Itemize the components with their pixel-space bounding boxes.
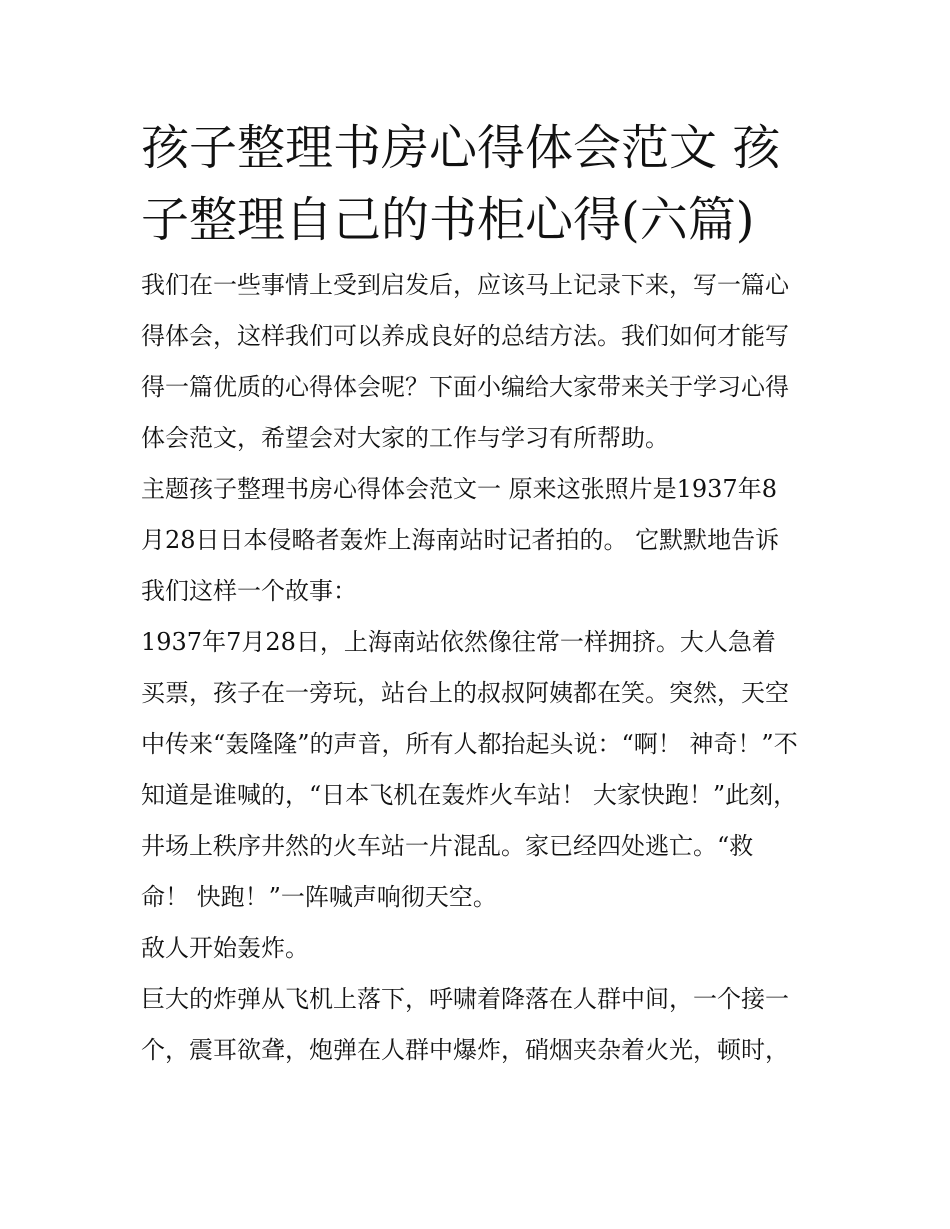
paragraph-story (141, 617, 813, 923)
text-line: 中传来“轰隆隆”的声音，所有人都抬起头说：“啊！ 神奇！”不 (141, 730, 798, 758)
document-body (141, 260, 813, 1076)
text-line: 1937年7月28日，上海南站依然像往常一样拥挤。大人急着 (141, 628, 776, 656)
text-line: 得一篇优质的心得体会呢？下面小编给大家带来关于学习心得 (141, 373, 789, 401)
text-line: 知道是谁喊的，“日本飞机在轰炸火车站！ 大家快跑！”此刻， (141, 781, 798, 809)
title-line: 子整理自己的书柜心得(六篇) (141, 192, 755, 248)
text-line: 体会范文，希望会对大家的工作与学习有所帮助。 (141, 424, 669, 452)
text-line: 命！ 快跑！”一阵喊声响彻天空。 (141, 883, 497, 911)
paragraph-intro (141, 260, 813, 464)
text-line: 月28日日本侵略者轰炸上海南站时记者拍的。 它默默地告诉 (141, 526, 780, 554)
title-line: 孩子整理书房心得体会范文 孩 (141, 120, 781, 176)
text-line: 井场上秩序井然的火车站一片混乱。家已经四处逃亡。“救 (141, 832, 754, 860)
paragraph-topic (141, 464, 813, 617)
paragraph-explosion (141, 974, 813, 1076)
text-line: 我们在一些事情上受到启发后，应该马上记录下来，写一篇心 (141, 271, 789, 299)
document-title (141, 112, 813, 256)
text-line: 主题孩子整理书房心得体会范文一 原来这张照片是1937年8 (141, 475, 777, 503)
text-line: 买票，孩子在一旁玩，站台上的叔叔阿姨都在笑。突然，天空 (141, 679, 789, 707)
text-line: 得体会，这样我们可以养成良好的总结方法。我们如何才能写 (141, 322, 789, 350)
document-page (141, 112, 813, 1076)
text-line: 个，震耳欲聋，炮弹在人群中爆炸，硝烟夹杂着火光，顿时， (141, 1036, 789, 1064)
paragraph-bombing (141, 923, 813, 974)
text-line: 我们这样一个故事： (141, 577, 357, 605)
text-line: 敌人开始轰炸。 (141, 934, 309, 962)
text-line: 巨大的炸弹从飞机上落下，呼啸着降落在人群中间，一个接一 (141, 985, 789, 1013)
